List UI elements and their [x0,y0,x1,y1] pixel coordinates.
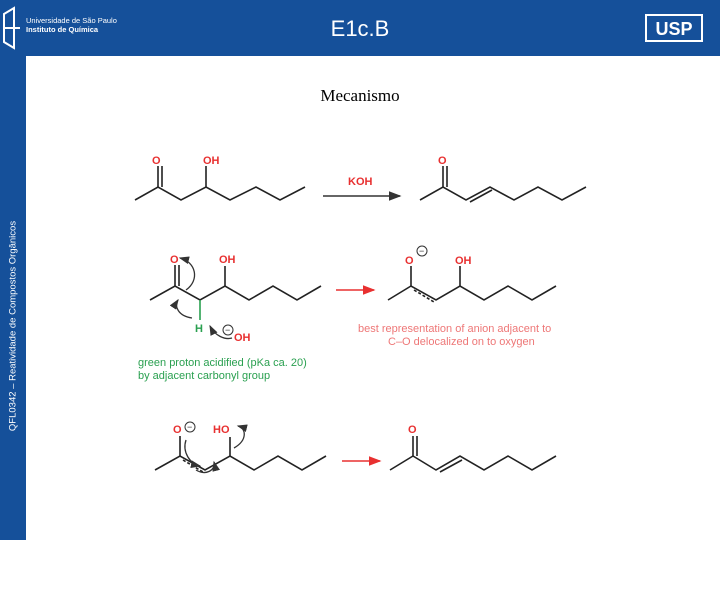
curly-arrow-4 [185,440,200,466]
usp-logo-text: USP [655,19,693,39]
atom-o-carbonyl: O [170,254,179,266]
slide-title: E1c.B [330,16,390,41]
charge-minus-elim: − [187,422,193,432]
university-line-1: Universidade de São Paulo [26,16,117,25]
curly-arrow-1 [180,258,195,290]
proton-note [138,357,307,383]
product-atom-o: O [438,155,447,167]
charge-minus-hydroxide: − [225,325,231,335]
elim-atom-o: O [173,424,182,436]
enone-product [420,166,586,202]
slide-subtitle: Mecanismo [320,86,400,105]
curly-arrow-2 [177,300,192,318]
anion-note-line-2: C–O delocalized on to oxygen [388,335,535,348]
enolate-molecule [388,266,556,302]
elimination-molecule [155,436,326,472]
atom-o-ketone: O [152,155,161,167]
course-name: QFL0342 – Reatividade de Compostos Orgânicos [7,220,19,432]
charge-minus-enolate: − [419,246,425,256]
page-number: 43 [7,580,18,590]
proton-note-line-2: by adjacent carbonyl group [138,370,271,382]
elim-atom-ho: HO [213,424,230,436]
anion-note-line-1: best representation of anion adjacent to [358,323,552,335]
atom-oh: OH [203,155,220,167]
atom-hydroxide: OH [234,332,251,344]
anion-note [358,323,551,348]
final-atom-o: O [408,424,417,436]
atom-h-acidic: H [195,323,203,335]
enolate-atom-o: O [405,255,414,267]
proton-note-line-1: green proton acidified (pKa ca. 20) [138,357,307,369]
atom-oh-2: OH [219,254,236,266]
university-line-2: Instituto de Química [26,25,99,34]
reagent-koh: KOH [348,176,373,188]
aldol-molecule [135,166,305,200]
enolate-atom-oh: OH [455,255,472,267]
final-enone [390,436,556,472]
curly-arrow-6 [234,426,244,448]
deprotonation-molecule [150,265,321,320]
